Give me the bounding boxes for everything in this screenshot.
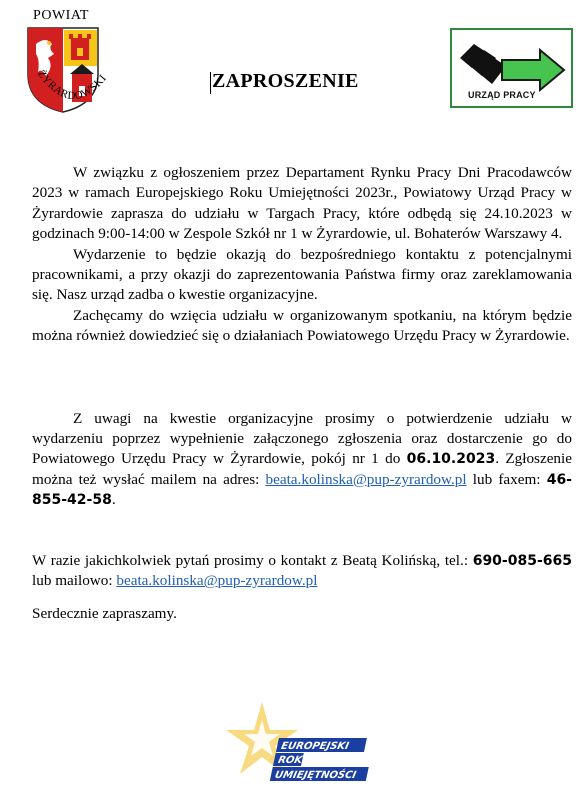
letter-body [32,163,572,624]
urzad-pracy-arrow-logo [450,28,573,108]
paragraph-contact: W razie jakichkolwiek pytań prosimy o kontakt z Beatą Kolińską, tel.: 690-085-665 lub mailowo: beata.kolinska@pup-zyrardow.pl [32,551,572,590]
fax-number: 46-855-42-58 [32,471,572,509]
closing-line: Serdecznie zapraszamy. [32,604,177,622]
paragraph-encouragement: Zachęcamy do wzięcia udziału w organizowanym spotkaniu, na którym będzie można również dowiedzieć się o działaniach Powiatowego Urzędu Pracy w Żyrardowie. [32,306,572,345]
eru-line2: ROK [276,755,304,766]
paragraph-confirmation: Z uwagi na kwestie organizacyjne prosimy o potwierdzenie udziału w wydarzeniu poprzez wypełnienie załączonego zgłoszenia oraz dostarczenie go do Powiatowego Urzędu Pracy w Żyrardowie, pokój nr 1 do 06.10.2023. Zgłoszenie można też wysłać mailem na adres: beata.kolinska@pup-zyrardow.pl lub faxem: 46-855-42-58. [32,409,572,509]
email-link-2[interactable]: beata.kolinska@pup-zyrardow.pl [116,572,318,590]
eru-line1: EUROPEJSKI [279,741,350,752]
phone-number: 690-085-665 [472,552,572,569]
page-title: ZAPROSZENIE [212,70,359,92]
svg-text:ŻYRARDOWSKI [35,68,109,102]
crest-bottom-text: ŻYRARDOWSKI [35,68,110,103]
paragraph-announcement: W związku z ogłoszeniem przez Departament Rynku Pracy Dni Pracodawców 2023 w ramach Europejskiego Roku Umiejętności 2023r., Powiatowy Urząd Pracy w Żyrardowie zaprasza do udziału w Targach Pracy, które odbędą się 24.10.2023 w godzinach 9:00-14:00 w Zespole Szkół nr 1 w Żyrardowie, ul. Bohaterów Warszawy 4. [32,164,572,243]
paragraph-opportunity: Wydarzenie to będzie okazją do bezpośredniego kontaktu z potencjalnymi pracownikami, a przy okazji do zaprezentowania Państwa firmy oraz zareklamowania się. Nasz urząd zadba o kwestie organizacyjne. [32,245,572,304]
deadline-date: 06.10.2023 [406,451,496,468]
office-logo-text: URZĄD PRACY [468,90,536,100]
crest-bottom-text-arc [28,62,118,122]
crest-top-text: POWIAT [33,8,89,23]
email-link-1[interactable]: beata.kolinska@pup-zyrardow.pl [265,470,467,488]
eru-line3: UMIEJĘTNOŚCI [273,770,358,781]
european-year-of-skills-logo [212,700,382,790]
